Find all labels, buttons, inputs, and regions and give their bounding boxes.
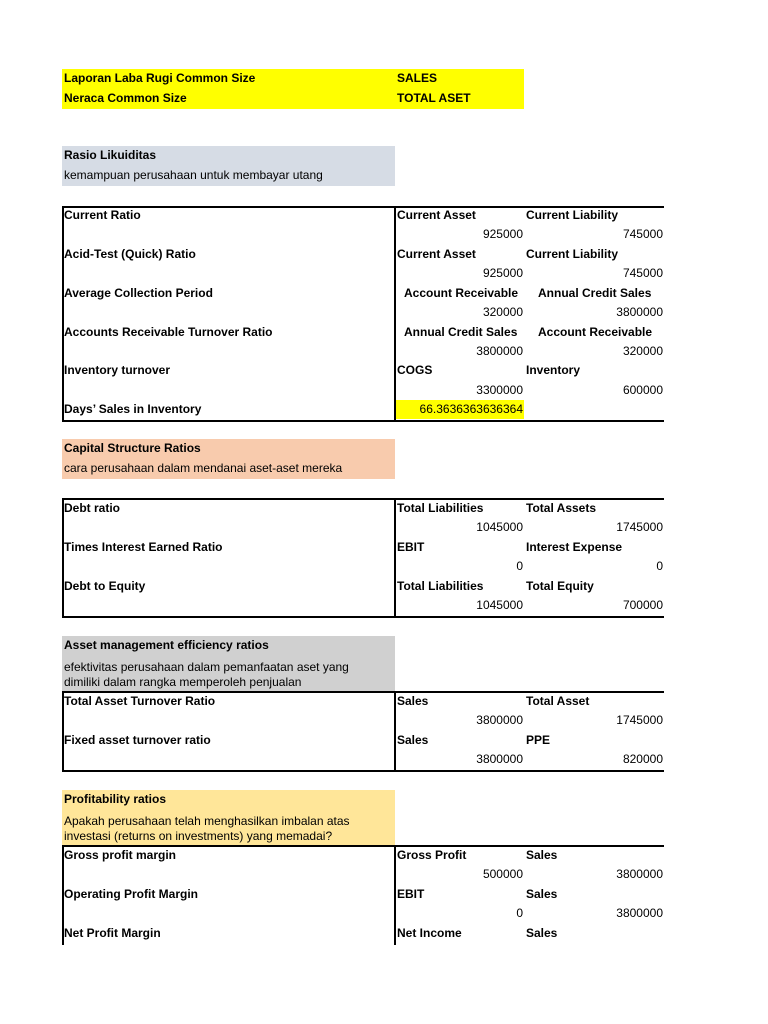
ratio-name: Gross profit margin: [64, 848, 177, 862]
profit-title: Profitability ratios: [64, 792, 167, 806]
numerator-value: 320000: [482, 305, 523, 319]
denominator-label: Current Liability: [526, 208, 619, 222]
liquidity-bottom-border: [62, 420, 664, 422]
liquidity-title: Rasio Likuiditas: [64, 148, 157, 162]
ratio-name: Debt to Equity: [64, 579, 146, 593]
numerator-label: Account Receivable: [404, 286, 519, 300]
numerator-label: Total Liabilities: [397, 501, 484, 515]
numerator-label: COGS: [397, 363, 433, 377]
header-row2-value: TOTAL ASET: [397, 91, 471, 105]
numerator-value: 500000: [482, 867, 523, 881]
numerator-value: 0: [516, 559, 523, 573]
days-sales-inventory-label: Days’ Sales in Inventory: [64, 402, 202, 416]
numerator-label: EBIT: [397, 887, 425, 901]
capital-title: Capital Structure Ratios: [64, 441, 201, 455]
denominator-value: 3800000: [616, 305, 663, 319]
asset-bottom-border: [62, 770, 664, 772]
numerator-value: 1045000: [476, 598, 523, 612]
denominator-label: Inventory: [526, 363, 581, 377]
ratio-name: Inventory turnover: [64, 363, 171, 377]
profit-mid-border: [394, 845, 396, 945]
numerator-value: 3800000: [476, 752, 523, 766]
denominator-value: 820000: [622, 752, 663, 766]
numerator-value: 0: [516, 906, 523, 920]
numerator-value: 1045000: [476, 520, 523, 534]
numerator-label: Net Income: [397, 926, 462, 940]
ratio-name: Fixed asset turnover ratio: [64, 733, 211, 747]
capital-bottom-border: [62, 616, 664, 618]
denominator-value: 745000: [622, 227, 663, 241]
ratio-name: Acid-Test (Quick) Ratio: [64, 247, 196, 261]
numerator-value: 3300000: [476, 383, 523, 397]
denominator-value: 700000: [622, 598, 663, 612]
numerator-value: 925000: [482, 227, 523, 241]
denominator-label: PPE: [526, 733, 551, 747]
asset-desc-line1: efektivitas perusahaan dalam pemanfaatan aset yang: [64, 660, 349, 674]
denominator-label: Total Assets: [526, 501, 597, 515]
denominator-value: 3800000: [616, 867, 663, 881]
numerator-label: Sales: [397, 733, 429, 747]
header-row1-label: Laporan Laba Rugi Common Size: [64, 71, 256, 85]
ratio-name: Debt ratio: [64, 501, 121, 515]
ratio-name: Operating Profit Margin: [64, 887, 199, 901]
numerator-label: Current Asset: [397, 208, 476, 222]
denominator-value: 320000: [622, 344, 663, 358]
numerator-label: Current Asset: [397, 247, 476, 261]
header-row2-label: Neraca Common Size: [64, 91, 187, 105]
denominator-label: Sales: [526, 926, 558, 940]
denominator-value: 600000: [622, 383, 663, 397]
asset-mid-border: [394, 691, 396, 772]
denominator-label: Current Liability: [526, 247, 619, 261]
capital-mid-border: [394, 498, 396, 618]
denominator-label: Account Receivable: [538, 325, 653, 339]
ratio-name: Average Collection Period: [64, 286, 213, 300]
denominator-label: Sales: [526, 887, 558, 901]
numerator-value: 3800000: [476, 344, 523, 358]
ratio-name: Times Interest Earned Ratio: [64, 540, 223, 554]
ratio-name: Current Ratio: [64, 208, 141, 222]
numerator-value: 3800000: [476, 713, 523, 727]
ratio-name: Accounts Receivable Turnover Ratio: [64, 325, 273, 339]
denominator-label: Sales: [526, 848, 558, 862]
numerator-label: EBIT: [397, 540, 425, 554]
denominator-label: Interest Expense: [526, 540, 623, 554]
header-row1-value: SALES: [397, 71, 438, 85]
profit-desc-line2: investasi (returns on investments) yang memadai?: [64, 829, 333, 843]
denominator-label: Annual Credit Sales: [538, 286, 652, 300]
liquidity-mid-border: [394, 206, 396, 422]
ratio-name: Net Profit Margin: [64, 926, 161, 940]
denominator-value: 0: [656, 559, 663, 573]
capital-desc: cara perusahaan dalam mendanai aset-aset mereka: [64, 461, 343, 475]
asset-desc-line2: dimiliki dalam rangka memperoleh penjualan: [64, 675, 302, 689]
liquidity-left-border: [62, 206, 64, 422]
ratio-name: Total Asset Turnover Ratio: [64, 694, 216, 708]
days-sales-inventory-value: 66.3636363636364: [419, 402, 523, 416]
denominator-label: Total Asset: [526, 694, 590, 708]
denominator-value: 1745000: [616, 713, 663, 727]
denominator-label: Total Equity: [526, 579, 594, 593]
numerator-value: 925000: [482, 266, 523, 280]
denominator-value: 3800000: [616, 906, 663, 920]
numerator-label: Annual Credit Sales: [404, 325, 518, 339]
liquidity-desc: kemampuan perusahaan untuk membayar utang: [64, 168, 323, 182]
numerator-label: Total Liabilities: [397, 579, 484, 593]
numerator-label: Gross Profit: [397, 848, 467, 862]
profit-desc-line1: Apakah perusahaan telah menghasilkan imbalan atas: [64, 814, 350, 828]
denominator-value: 745000: [622, 266, 663, 280]
denominator-value: 1745000: [616, 520, 663, 534]
asset-title: Asset management efficiency ratios: [64, 638, 269, 652]
numerator-label: Sales: [397, 694, 429, 708]
